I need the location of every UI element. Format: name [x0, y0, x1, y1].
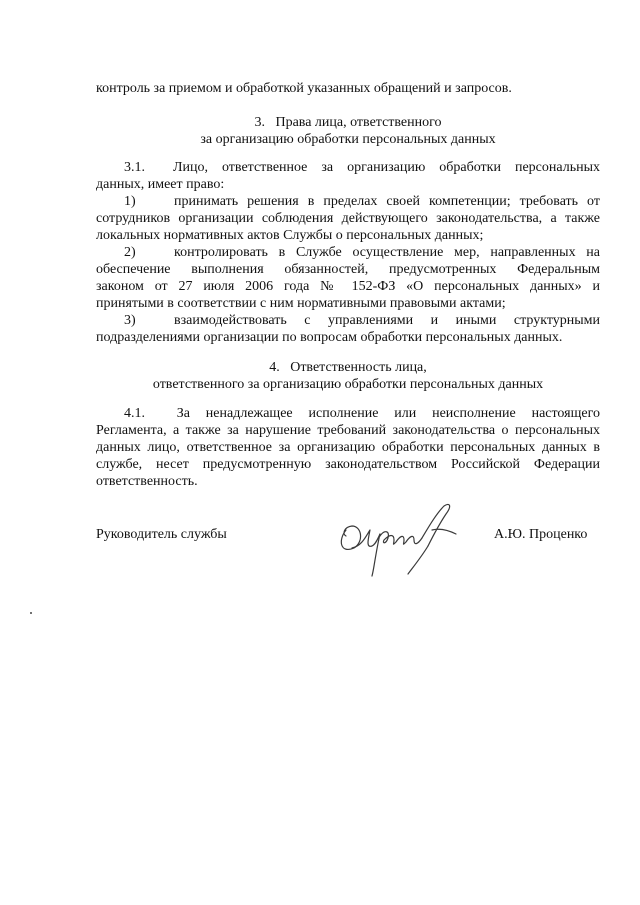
- p41-line2: Регламента, а также за нарушение требований законодательства о персональных: [96, 423, 600, 438]
- list-item-2: [96, 244, 600, 261]
- p41-line3: данных лицо, ответственное за организацию обработки персональных данных в: [96, 440, 600, 455]
- list-item-3-line2: подразделениями организации по вопросам обработки персональных данных.: [96, 330, 563, 345]
- signatory-position: Руководитель службы: [96, 527, 227, 542]
- p31-line2: данных, имеет право:: [96, 177, 225, 192]
- p41-line4: службе, несет предусмотренную законодательством Российской Федерации: [96, 457, 600, 472]
- handwritten-signature: [332, 500, 472, 578]
- p41-line1: 4.1. За ненадлежащее исполнение или неисполнение настоящего: [124, 406, 600, 421]
- list-item-3-number: 3): [124, 313, 136, 328]
- section3-body: [96, 159, 600, 346]
- section3-heading: [96, 114, 600, 148]
- section3-heading-line1: 3. Права лица, ответственного: [254, 115, 442, 130]
- intro-paragraph: [96, 80, 600, 97]
- list-item-2-line4: принятыми в соответствии с ним нормативными правовыми актами;: [96, 296, 506, 311]
- list-item-1-number: 1): [124, 194, 136, 209]
- list-item-1-line3: локальных нормативных актов Службы о персональных данных;: [96, 228, 484, 243]
- intro-line: контроль за приемом и обработкой указанных обращений и запросов.: [96, 81, 512, 96]
- list-item-2-line3: законом от 27 июля 2006 года № 152-ФЗ «О персональных данных» и: [96, 279, 600, 294]
- section4-heading-line1: 4. Ответственность лица,: [269, 360, 427, 375]
- section3-heading-line2: за организацию обработки персональных данных: [200, 132, 496, 147]
- section4-body: [96, 405, 600, 490]
- list-item-2-number: 2): [124, 245, 136, 260]
- section4-heading: [96, 359, 600, 393]
- section4-heading-line2: ответственного за организацию обработки персональных данных: [152, 377, 544, 392]
- scan-speck: [30, 612, 32, 614]
- list-item-3-line1: взаимодействовать с управлениями и иными структурными: [174, 313, 600, 328]
- list-item-1-line1: принимать решения в пределах своей компетенции; требовать от: [174, 194, 600, 209]
- list-item-1: [96, 193, 600, 210]
- signatory-name: А.Ю. Проценко: [494, 527, 588, 542]
- list-item-2-line1: контролировать в Службе осуществление мер, направленных на: [174, 245, 600, 260]
- p31-line1: 3.1. Лицо, ответственное за организацию обработки персональных: [124, 160, 600, 175]
- list-item-1-line2: сотрудников организации соблюдения действующего законодательства, а также: [96, 211, 600, 226]
- list-item-2-line2: обеспечение выполнения обязанностей, предусмотренных Федеральным: [96, 262, 600, 277]
- p41-line5: ответственность.: [96, 474, 198, 489]
- list-item-3: [96, 312, 600, 329]
